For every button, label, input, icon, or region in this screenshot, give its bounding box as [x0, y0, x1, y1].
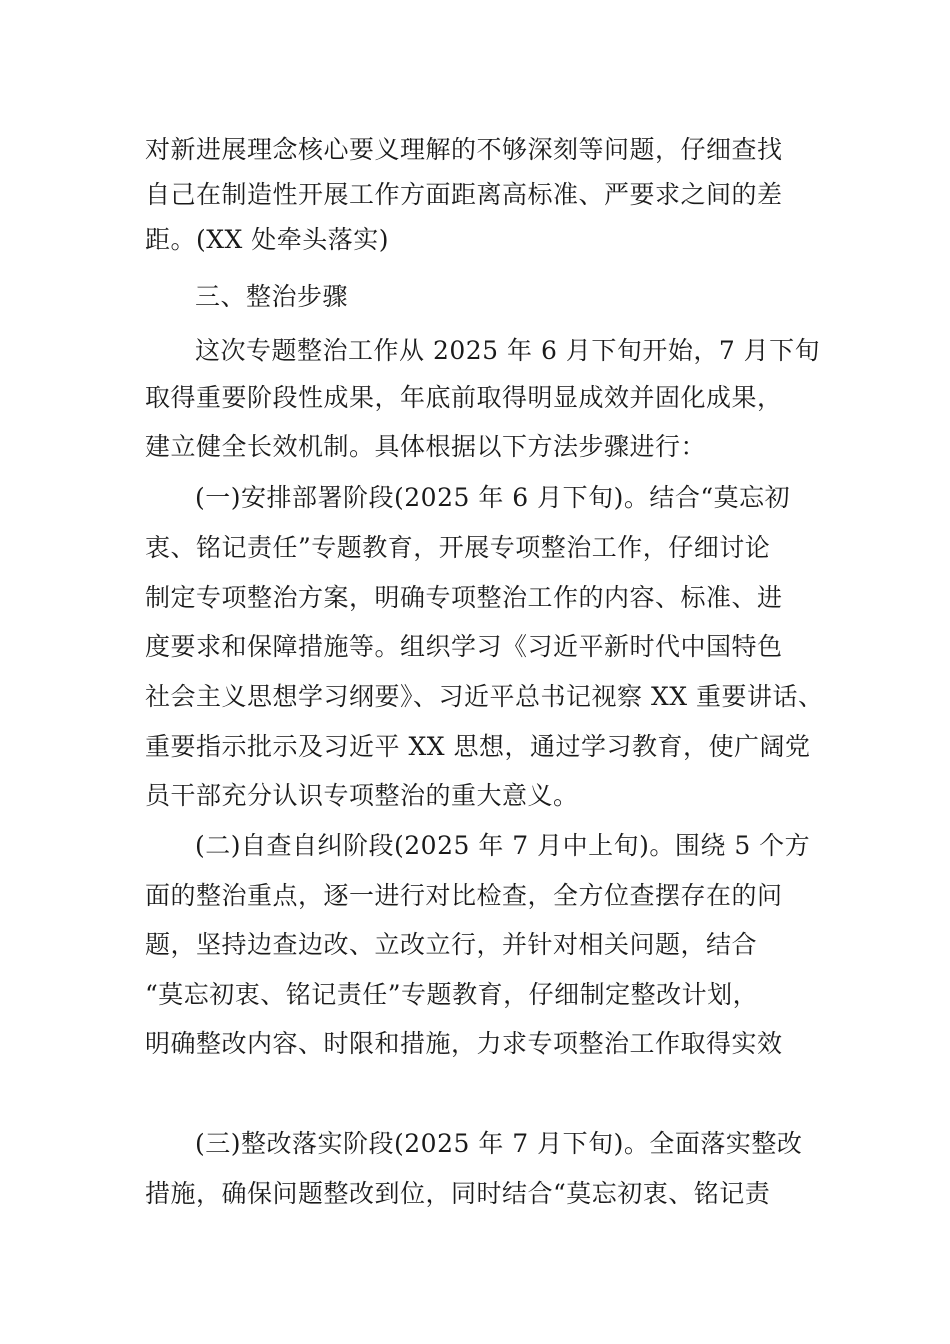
text-line: 员干部充分认识专项整治的重大意义。	[145, 781, 579, 810]
text-line: (三)整改落实阶段(2025 年 7 月下旬)。全面落实整改	[195, 1129, 803, 1158]
text-line: 衷、铭记责任”专题教育，开展专项整治工作，仔细讨论	[145, 533, 771, 562]
text-line: “莫忘初衷、铭记责任”专题教育，仔细制定整改计划，	[145, 980, 759, 1009]
text-line: (二)自查自纠阶段(2025 年 7 月中上旬)。围绕 5 个方	[195, 831, 811, 860]
text-line: 自己在制造性开展工作方面距离高标准、严要求之间的差	[145, 180, 783, 209]
text-line: 措施，确保问题整改到位，同时结合“莫忘初衷、铭记责	[145, 1179, 771, 1208]
text-line: 这次专题整治工作从 2025 年 6 月下旬开始，7 月下旬	[195, 336, 821, 365]
text-line: 明确整改内容、时限和措施，力求专项整治工作取得实效	[145, 1029, 783, 1058]
text-line: 重要指示批示及习近平 XX 思想，通过学习教育，使广阔党	[145, 732, 811, 761]
text-line: 对新进展理念核心要义理解的不够深刻等问题，仔细查找	[145, 135, 783, 164]
text-line: 距。(XX 处牵头落实)	[145, 225, 390, 254]
text-line: 建立健全长效机制。具体根据以下方法步骤进行：	[145, 432, 707, 461]
text-line: 面的整治重点，逐一进行对比检查，全方位查摆存在的问	[145, 881, 783, 910]
text-line: (一)安排部署阶段(2025 年 6 月下旬)。结合“莫忘初	[195, 483, 791, 512]
text-line: 取得重要阶段性成果，年底前取得明显成效并固化成果，	[145, 383, 783, 412]
text-line: 度要求和保障措施等。组织学习《习近平新时代中国特色	[145, 632, 783, 661]
text-line: 制定专项整治方案，明确专项整治工作的内容、标准、进	[145, 583, 783, 612]
section-heading: 三、整治步骤	[195, 282, 349, 311]
text-line: 社会主义思想学习纲要》、习近平总书记视察 XX 重要讲话、	[145, 682, 824, 711]
text-line: 题，坚持边查边改、立改立行，并针对相关问题，结合	[145, 930, 758, 959]
